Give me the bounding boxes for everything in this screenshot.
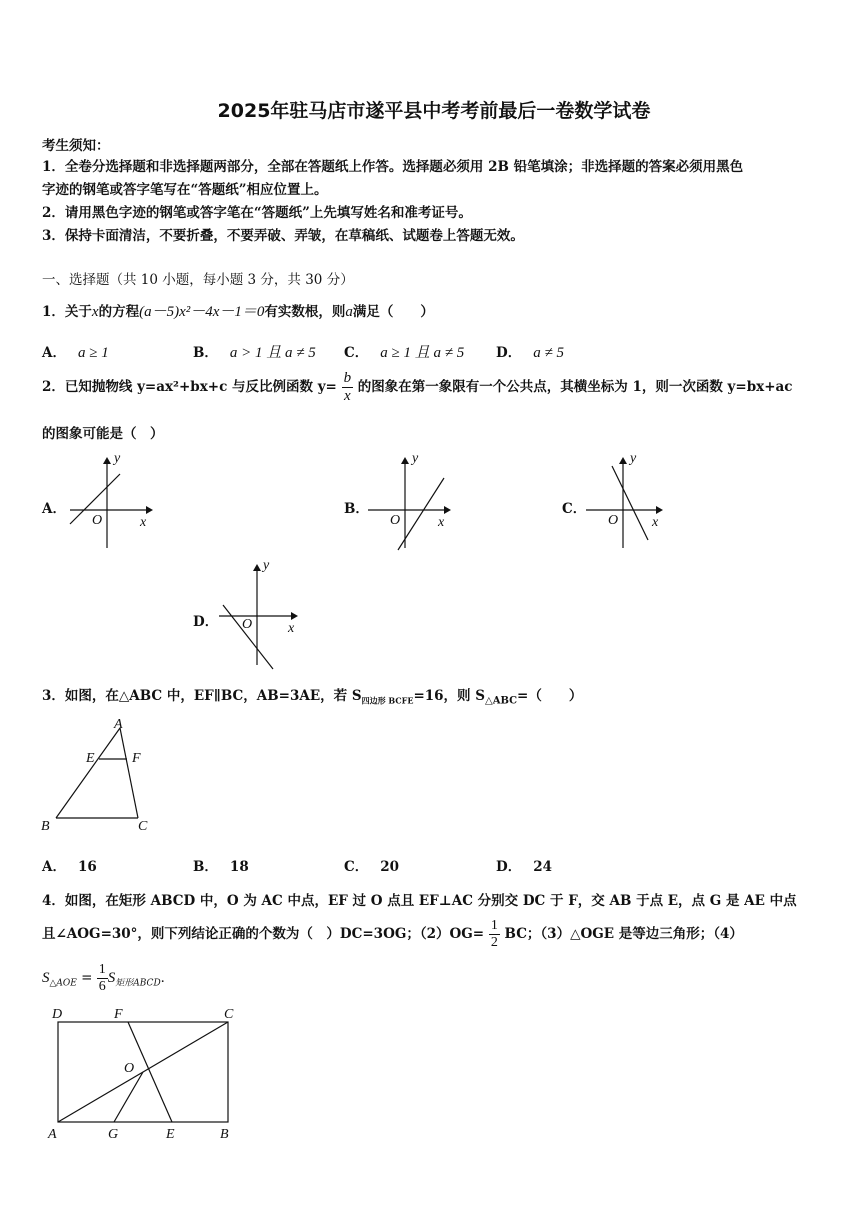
- option-label: C．: [344, 859, 369, 875]
- option-label: B．: [193, 345, 218, 361]
- question-1-stem: [42, 300, 434, 321]
- option-label: D．: [496, 859, 522, 875]
- option-text: a > 1 且 a ≠ 5: [229, 345, 316, 361]
- option-label: A．: [42, 859, 66, 875]
- section-heading: 一、选择题（共 10 小题，每小题 3 分，共 30 分）: [42, 272, 354, 288]
- fraction-numerator: 1: [98, 962, 106, 977]
- formula-subscript-aoe: △AOE: [49, 978, 77, 989]
- question-2-stem: [42, 370, 792, 405]
- notice-item-1-line-2: 字迹的钢笔或答字笔写在“答题纸”相应位置上。: [42, 182, 328, 198]
- q4-fraction-one-sixth: [97, 962, 108, 995]
- q1-var-x: x: [91, 304, 99, 320]
- origin-label: O: [242, 617, 253, 632]
- axis-x-label: x: [652, 515, 659, 530]
- vertex-label-c: C: [138, 819, 148, 834]
- vertex-label-c: C: [224, 1007, 234, 1022]
- option-text: 24: [533, 859, 553, 875]
- option-label: A．: [42, 345, 66, 361]
- fraction-denominator: x: [343, 388, 351, 404]
- notice-heading: 考生须知：: [42, 138, 110, 154]
- formula-subscript-rect: 矩形ABCD: [115, 978, 161, 989]
- formula-s-2: S: [107, 970, 116, 986]
- q2-graph-d[interactable]: [215, 555, 310, 670]
- vertex-label-d: D: [52, 1007, 63, 1022]
- option-text: 16: [77, 859, 97, 875]
- option-label: C．: [344, 345, 369, 361]
- formula-equals: =: [76, 970, 97, 986]
- q2-graph-a[interactable]: [64, 448, 159, 553]
- q4-fraction-one-half: [489, 918, 500, 951]
- fraction-numerator: 1: [490, 918, 498, 933]
- q2-text-2: 的图象在第一象限有一个公共点，其横坐标为 1，则一次函数 y=bx+ac: [357, 379, 793, 395]
- formula-s: S: [42, 970, 50, 986]
- notice-item-2: 2．请用黑色字迹的钢笔或答字笔在“答题纸”上先填写姓名和准考证号。: [42, 205, 472, 221]
- fraction-numerator: b: [343, 370, 352, 386]
- q4-text-1: 且∠AOG=30°，则下列结论正确的个数为（ ）DC=3OG；（2）OG=: [42, 926, 485, 942]
- q4-figure-rectangle: [44, 1004, 244, 1144]
- q2-option-c-label[interactable]: C．: [562, 501, 587, 517]
- q1-var-a: a: [345, 304, 353, 320]
- axis-y-label: y: [630, 451, 637, 466]
- q3-text-1: 3．如图，在△ABC 中，EF∥BC，AB=3AE，若 S: [42, 688, 362, 704]
- axis-y-label: y: [263, 558, 270, 573]
- vertex-label-b: B: [41, 819, 50, 834]
- axis-y-label: y: [114, 451, 121, 466]
- vertex-label-b: B: [220, 1127, 229, 1142]
- notice-item-3: 3．保持卡面清洁，不要折叠，不要弄破、弄皱，在草稿纸、试题卷上答题无效。: [42, 228, 524, 244]
- origin-label: O: [390, 513, 401, 528]
- fraction-denominator: 2: [490, 935, 498, 950]
- q1-option-a[interactable]: [42, 341, 109, 362]
- q3-figure-triangle: [36, 714, 166, 838]
- question-3-stem: [42, 684, 582, 707]
- q2-option-b-label[interactable]: B．: [344, 501, 369, 517]
- q2-line-2: 的图象可能是（ ）: [42, 426, 164, 442]
- q4-text-2: BC；（3）△OGE 是等边三角形；（4）: [504, 926, 743, 942]
- vertex-label-o: O: [124, 1061, 135, 1076]
- option-text: a ≥ 1: [77, 345, 109, 361]
- q2-option-a-label[interactable]: A．: [42, 501, 66, 517]
- q2-option-d-label[interactable]: D．: [193, 614, 219, 630]
- q1-option-d[interactable]: [496, 341, 564, 362]
- fraction-denominator: 6: [98, 979, 106, 994]
- origin-label: O: [92, 513, 103, 528]
- axis-x-label: x: [288, 621, 295, 636]
- q4-area-formula: [42, 962, 174, 995]
- page-title: 2025年驻马店市遂平县中考考前最后一卷数学试卷: [217, 100, 651, 122]
- q1-text-4: 满足（ ）: [352, 304, 434, 320]
- option-label: D．: [496, 345, 522, 361]
- q1-equation: (a－5)x²－4x－1＝0: [139, 304, 265, 320]
- q1-text-2: 的方程: [98, 304, 140, 320]
- question-4-line-1: 4．如图，在矩形 ABCD 中，O 为 AC 中点，EF 过 O 点且 EF⊥AC 分别交 DC 于 F，交 AB 于点 E，点 G 是 AE 中点: [42, 893, 797, 909]
- option-text: a ≥ 1 且 a ≠ 5: [380, 345, 465, 361]
- q2-graph-b[interactable]: [362, 448, 457, 553]
- q3-option-b[interactable]: [193, 855, 261, 875]
- q3-subscript-triangle: △ABC: [485, 695, 518, 707]
- q3-text-2: =16，则 S: [413, 688, 485, 704]
- axis-x-label: x: [140, 515, 147, 530]
- q1-text-3: 有实数根，则: [264, 304, 346, 320]
- q3-subscript-quad: 四边形 BCFE: [361, 695, 414, 706]
- vertex-label-a: A: [114, 717, 123, 732]
- vertex-label-e: E: [86, 751, 95, 766]
- vertex-label-e: E: [166, 1127, 175, 1142]
- option-label: B．: [193, 859, 218, 875]
- formula-end: ．: [160, 970, 175, 986]
- q1-option-c[interactable]: [344, 341, 464, 362]
- option-text: 18: [229, 859, 249, 875]
- vertex-label-a: A: [48, 1127, 57, 1142]
- q3-option-a[interactable]: [42, 855, 109, 875]
- notice-item-1-line-1: 1．全卷分选择题和非选择题两部分，全部在答题纸上作答。选择题必须用 2B 铅笔填涂；非选择题的答案必须用黑色: [42, 159, 744, 175]
- option-text: 20: [380, 859, 400, 875]
- q2-text-1: 2．已知抛物线 y=ax²+bx+c 与反比例函数 y=: [42, 379, 337, 395]
- q2-graph-c[interactable]: [580, 448, 675, 553]
- vertex-label-f: F: [114, 1007, 123, 1022]
- q3-text-3: =（ ）: [517, 688, 583, 704]
- question-4-line-2: [42, 918, 743, 951]
- q2-fraction-b-over-x: [342, 370, 354, 405]
- q3-option-c[interactable]: [344, 855, 411, 875]
- q1-text-1: 1．关于: [42, 304, 92, 320]
- origin-label: O: [608, 513, 619, 528]
- vertex-label-g: G: [108, 1127, 119, 1142]
- option-text: a ≠ 5: [533, 345, 564, 361]
- axis-x-label: x: [438, 515, 445, 530]
- axis-y-label: y: [412, 451, 419, 466]
- q3-option-d[interactable]: [496, 855, 564, 875]
- vertex-label-f: F: [132, 751, 141, 766]
- q1-option-b[interactable]: [193, 341, 316, 362]
